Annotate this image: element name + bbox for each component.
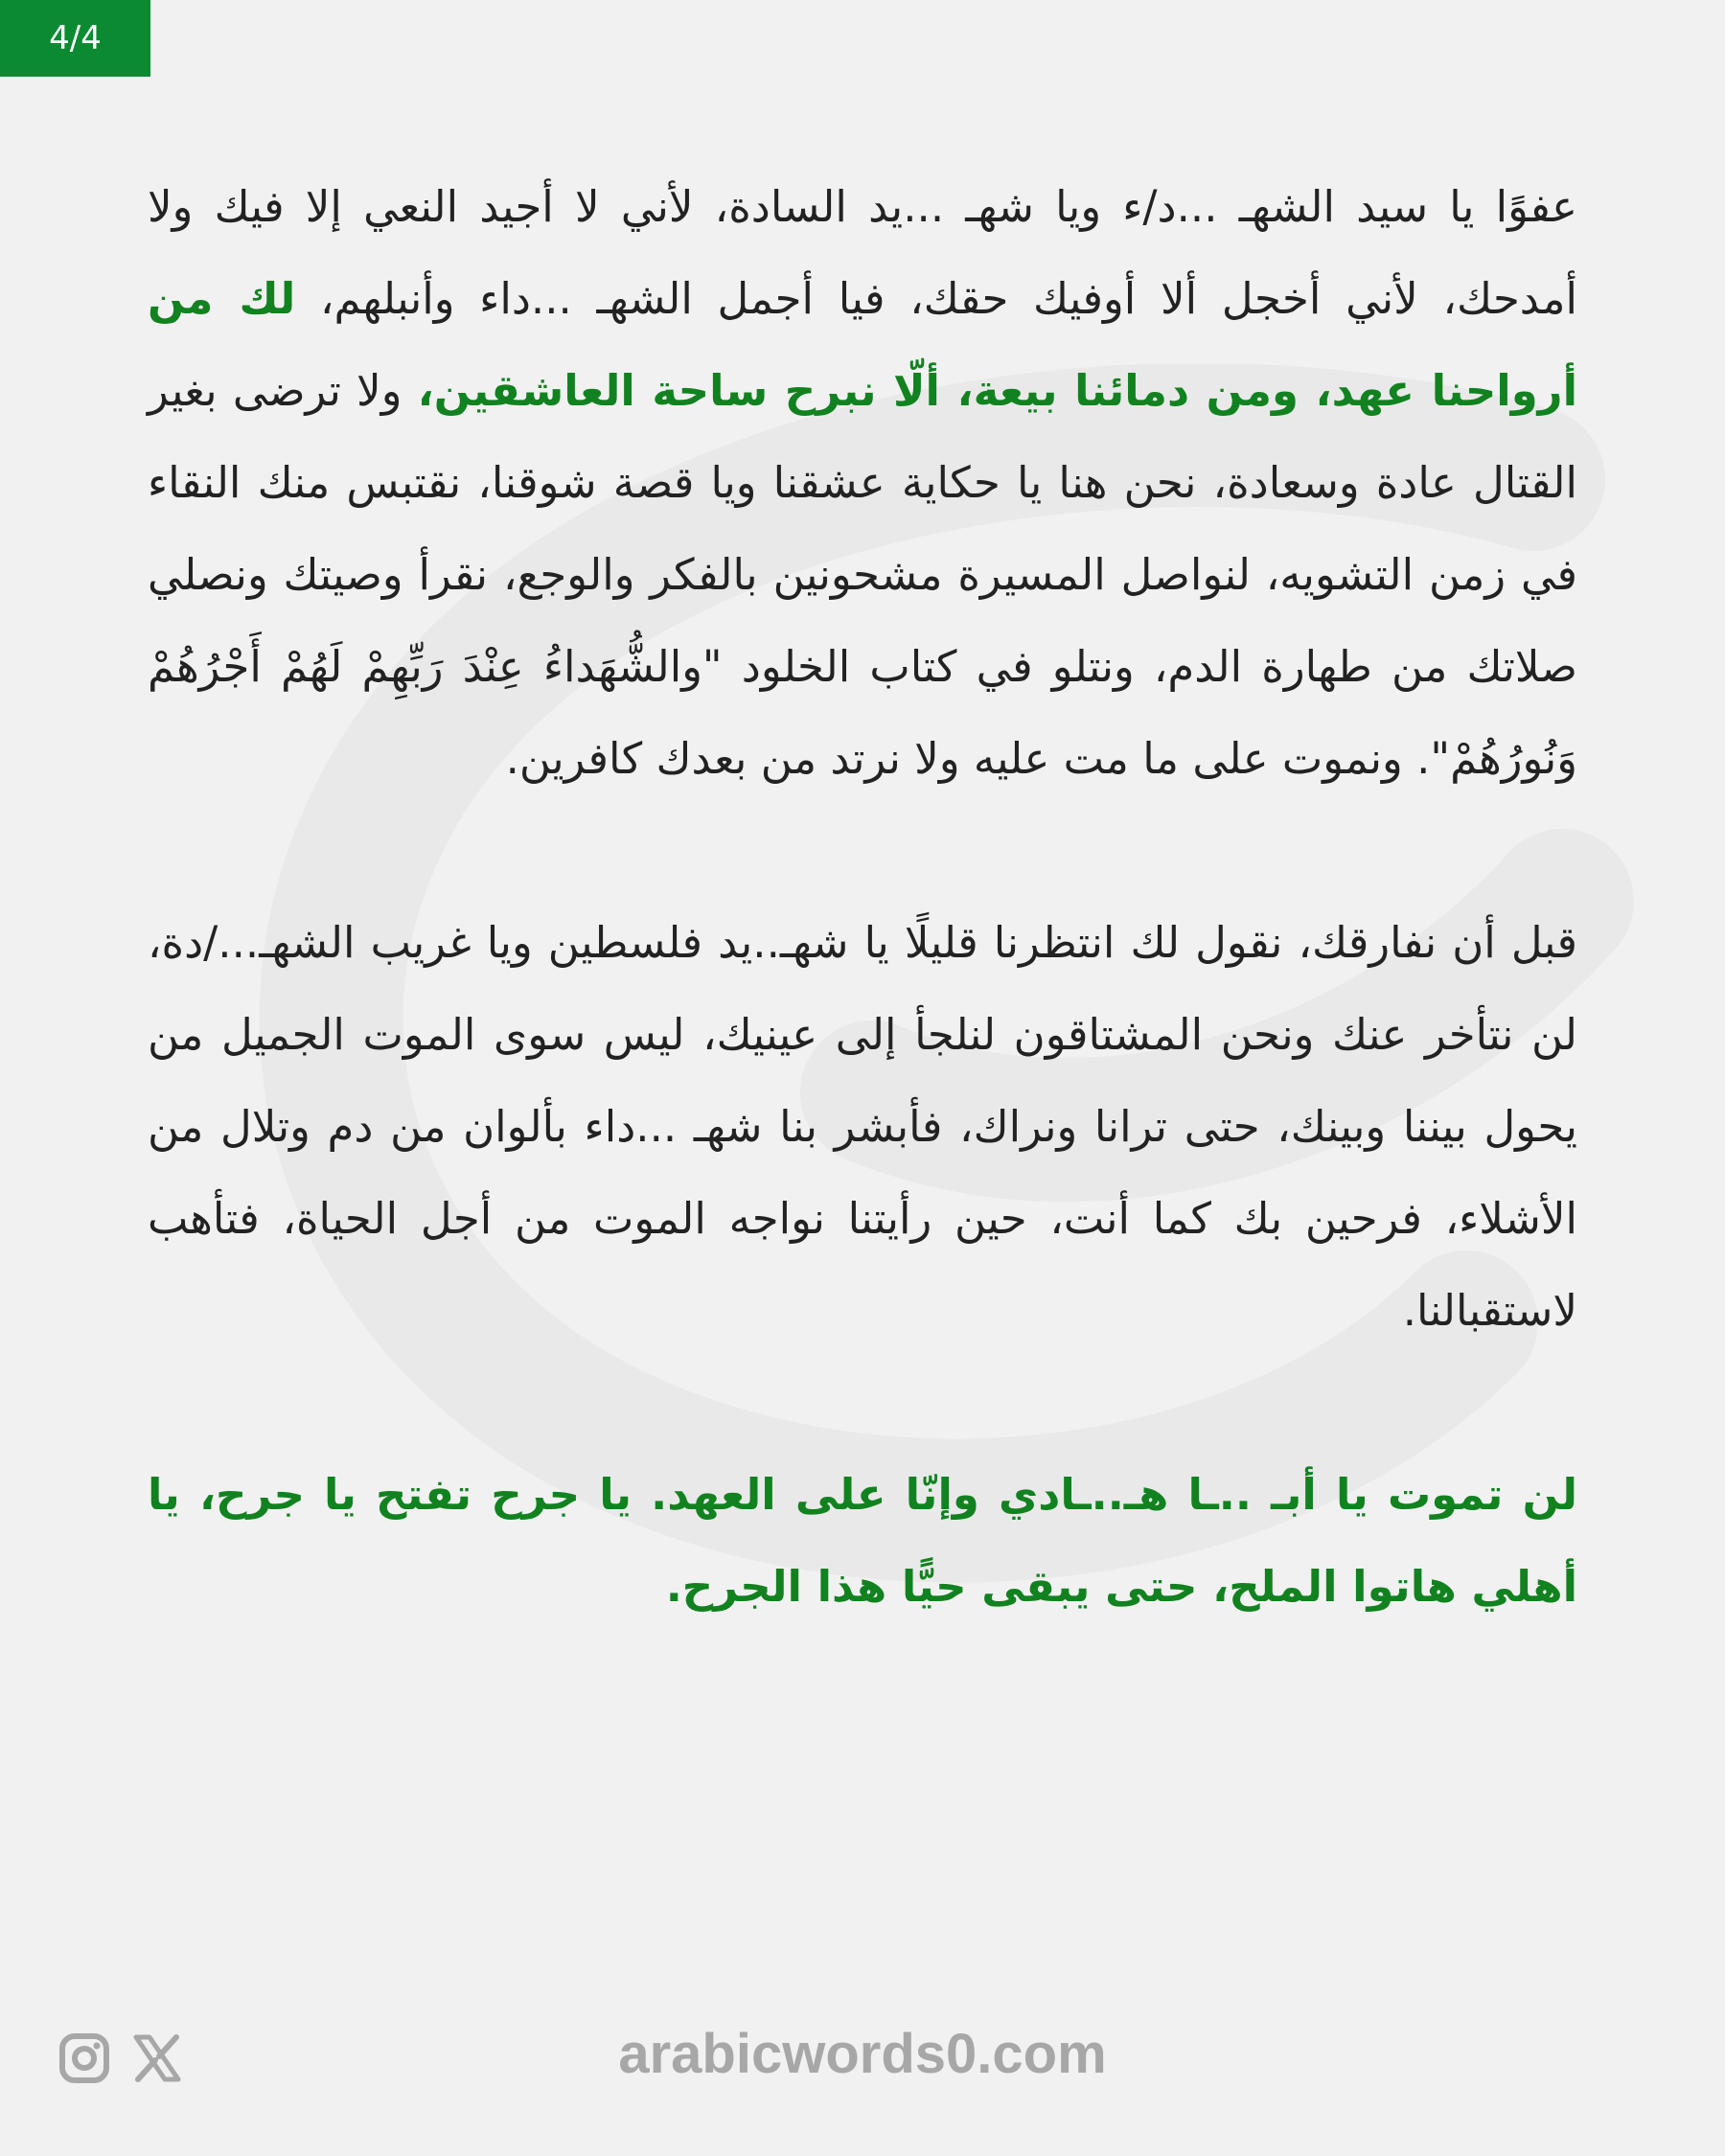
paragraph-1 (148, 161, 1577, 805)
paragraph-2: قبل أن نفارقك، نقول لك انتظرنا قليلًا يا شهـ..يد فلسطين ويا غريب الشهـ.../دة، لن نتأخر عنك ونحن المشتاقون لنلجأ إلى عينيك، ليس سوى الموت الجميل من يحول بيننا وبينك، حتى ترانا ونراك، فأبشر بنا شهـ ...داء بألوان من دم وتلال من الأشلاء، فرحين بك كما أنت، حين رأيتنا نواجه الموت من أجل الحياة، فتأهب لاستقبالنا. (148, 917, 1577, 1336)
paragraph-1-highlight: لك من أرواحنا عهد، ومن دمائنا بيعة، ألّا نبرح ساحة العاشقين، (148, 273, 1577, 416)
page-indicator-badge: 4/4 (0, 0, 150, 77)
paragraph-1-rest: ولا ترضى بغير القتال عادة وسعادة، نحن هنا يا حكاية عشقنا ويا قصة شوقنا، نقتبس منك النقاء في زمن التشويه، لنواصل المسيرة مشحونين بالفكر والوجع، نقرأ وصيتك ونصلي صلاتك من طهارة الدم، ونتلو في كتاب الخلود "والشُّهَداءُ عِنْدَ رَبِّهِمْ لَهُمْ أَجْرُهُمْ وَنُورُهُمْ". ونموت على ما مت عليه ولا نرتد من بعدك كافرين. (148, 365, 1577, 784)
article-body (148, 161, 1577, 1633)
paragraph-1-lead: عفوًا يا سيد الشهـ ...د/ء ويا شهـ ...يد السادة، لأني لا أجيد النعي إلا فيك ولا أمدحك، لأني أخجل ألا أوفيك حقك، فيا أجمل الشهـ ...داء وأنبلهم، (148, 181, 1577, 324)
paragraph-3-closing: لن تموت يا أبـ ..ـا هـ..ـادي وإنّا على العهد. يا جرح تفتح يا جرح، يا أهلي هاتوا الملح، حتى يبقى حيًّا هذا الجرح. (148, 1469, 1577, 1612)
website-url[interactable]: arabicwords0.com (618, 2023, 1107, 2085)
